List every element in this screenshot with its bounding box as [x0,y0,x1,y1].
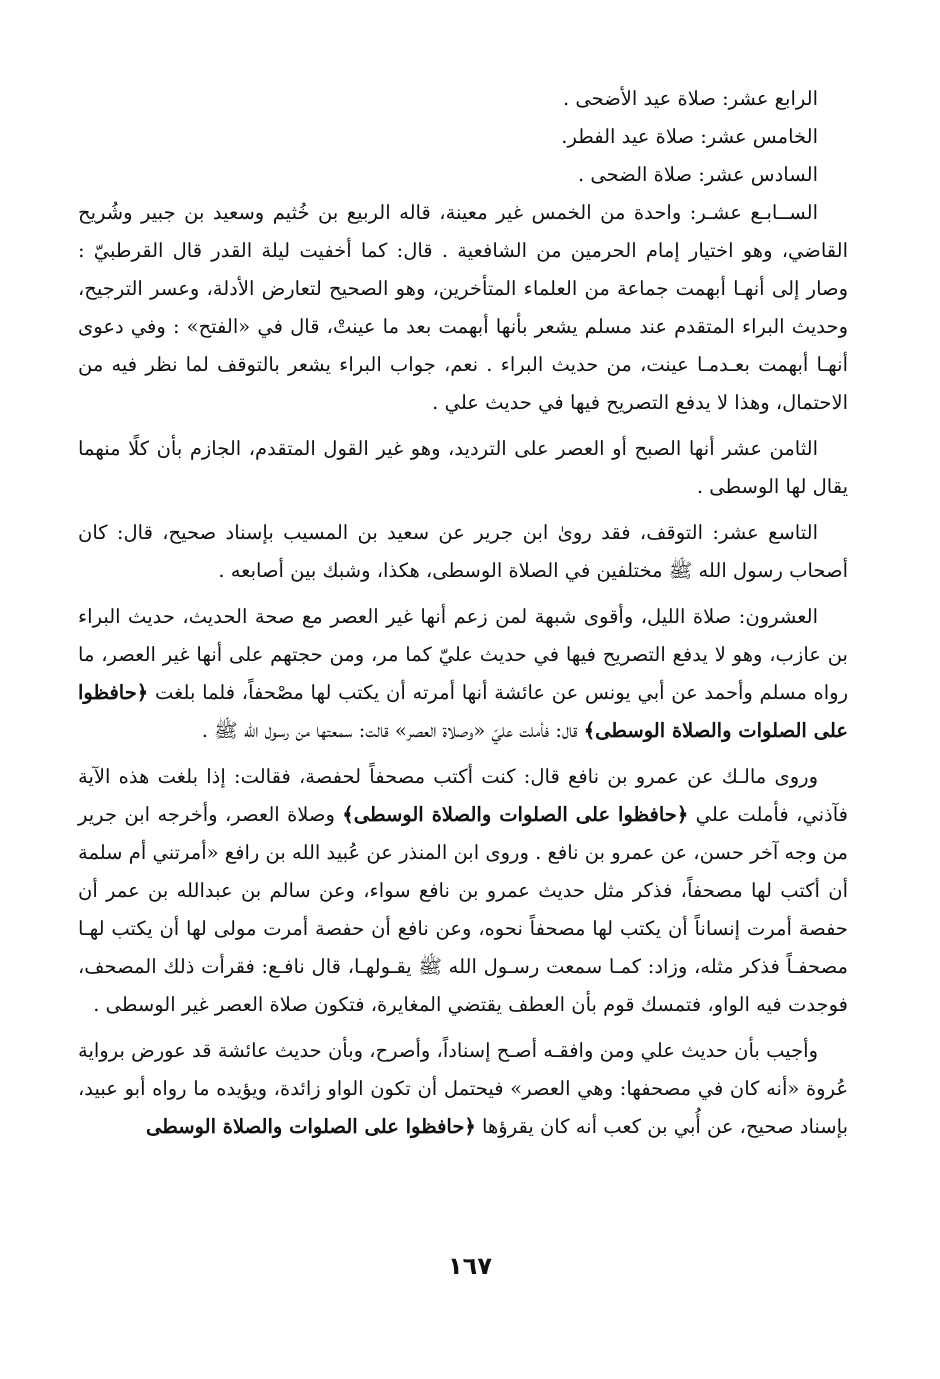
page-number: ١٦٧ [448,1252,492,1280]
paragraph-malik-narration [78,758,848,1024]
paragraph-fourteenth: الرابع عشر: صلاة عيد الأضحى . [563,87,818,110]
body-text [78,80,848,1146]
paragraph-twentieth-text-2: قال: فأملت عليّ «وصلاة العصر» قالت: سمعتها من رسول الله ﷺ . [201,719,584,742]
paragraph-response-text-1: وأجيب بأن حديث علي ومن وافقـه أصـح إسناداً، وأصرح، وبأن حديث عائشة قد عورض برواية عُروة «أنه كان في مصحفها: وهي العصر» فيحتمل أن تكون الواو زائدة، ويؤيده ما رواه أبو عبيد، بإسناد صحيح، عن أُبي بن كعب أنه كان يقرؤها [78,1039,848,1138]
paragraph-sixteenth: السادس عشر: صلاة الضحى . [577,163,818,186]
paragraph-fifteenth: الخامس عشر: صلاة عيد الفطر. [561,125,818,148]
paragraph-eighteenth: الثامن عشر أنها الصبح أو العصر على الترديد، وهو غير القول المتقدم، الجازم بأن كلًا منهما يقال لها الوسطى . [78,437,848,498]
quran-quote: ﴿حافظوا على الصلوات والصلاة الوسطى﴾ [342,803,689,826]
paragraph-twentieth [78,598,848,750]
paragraph-nineteenth: التاسع عشر: التوقف، فقد روىٰ ابن جرير عن سعيد بن المسيب بإسناد صحيح، قال: كان أصحاب رسول الله ﷺ مختلفين في الصلاة الوسطى، هكذا، وشبك بين أصابعه . [78,521,848,582]
paragraph-malik-text-1: وروى مالـك عن عمرو بن نافع قال: كنت أكتب مصحفاً لحفصة، فقالت: إذا بلغت هذه الآية فآذني، فأملت علي [78,765,848,826]
paragraph-malik-text-2: وصلاة العصر، وأخرجه ابن جرير من وجه آخر حسن، عن عمرو بن نافع . وروى ابن المنذر عن عُبيد الله بن رافع «أمرتني أم سلمة أن أكتب لها مصحفاً، فذكر مثل حديث عمرو بن نافع سواء، وعن سالم بن عبدالله بن عمر أن حفصة أمرت إنساناً أن يكتب لها مصحفاً نحوه، وعن نافع أن حفصة أمرت مولى لها أن يكتب لهـا مصحفـاً فذكر مثله، وزاد: كمـا سمعت رسـول الله ﷺ يقـولهـا، قال نافـع: فقرأت ذلك المصحف، فوجدت فيه الواو، فتمسك قوم بأن العطف يقتضي المغايرة، فتكون صلاة العصر غير الوسطى . [78,803,848,1016]
quran-quote: ﴿حافظوا على الصلوات والصلاة الوسطى [145,1115,476,1138]
paragraph-seventeenth: الســابـع عشـر: واحدة من الخمس غير معينة، قاله الربيع بن خُثيم وسعيد بن جبير وشُريح القاضي، وهو اختيار إمام الحرمين من الشافعية . قال: كما أخفيت ليلة القدر قال القرطبيّ : وصار إلى أنهـا أبهمت جماعة من العلماء المتأخرين، وهو الصحيح لتعارض الأدلة، وعسر الترجيح، وحديث البراء المتقدم عند مسلم يشعر بأنها أبهمت بعد ما عينتْ، قال في «الفتح» : وفي دعوى أنهـا أبهمت بعـدمـا عينت، من حديث البراء . نعم، جواب البراء يشعر بالتوقف لما نظر فيه من الاحتمال، وهذا لا يدفع التصريح فيها في حديث علي . [78,201,848,414]
paragraph-twentieth-text-1: العشرون: صلاة الليل، وأقوى شبهة لمن زعم أنها غير العصر مع صحة الحديث، حديث البراء بن عازب، وهو لا يدفع التصريح فيها في حديث عليّ كما مر، ومن حجتهم على أنها غير العصر، ما رواه مسلم وأحمد عن أبي يونس عن عائشة أنها أمرته أن يكتب لها مصْحفاً، فلما بلغت [78,605,848,704]
paragraph-response [78,1032,848,1146]
quran-quote: ﴿حافظوا على الصلوات والصلاة الوسطى﴾ [78,681,848,742]
